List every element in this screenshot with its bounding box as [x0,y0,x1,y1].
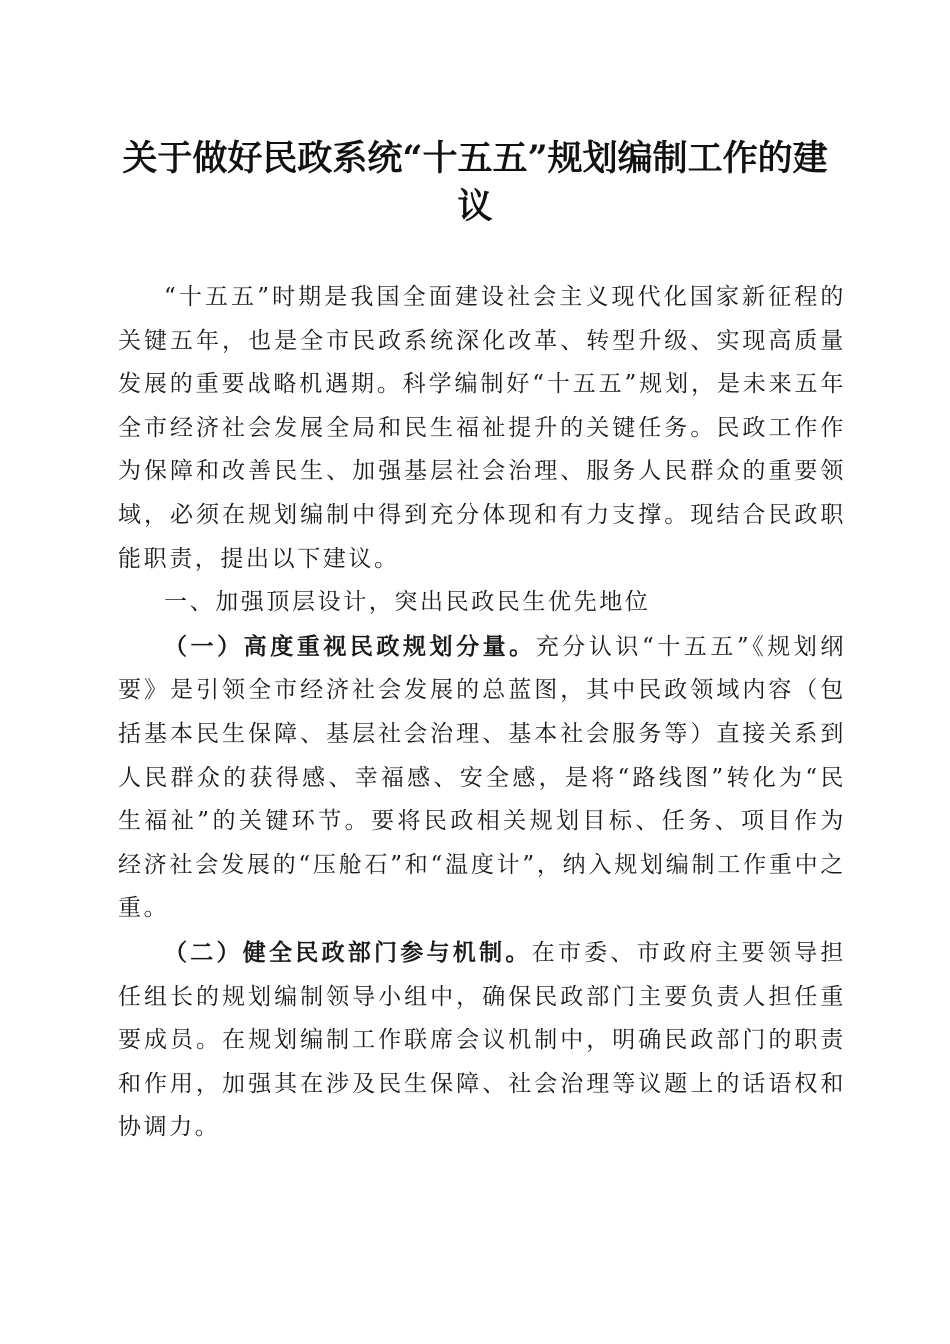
item-lead: （二）健全民政部门参与机制。 [164,938,532,966]
item-text: 充分认识“十五五”《规划纲要》是引领全市经济社会发展的总蓝图，其中民政领域内容（包括基本民生保障、基层社会治理、基本社会服务等）直接关系到人民群众的获得感、幸福感、安全感，是将“路线图”转化为“民生福祉”的关键环节。要将民政相关规划目标、任务、项目作为经济社会发展的“压舱石”和“温度计”，纳入规划编制工作重中之重。 [118,633,846,922]
item-lead: （一）高度重视民政规划分量。 [164,632,536,660]
item-paragraph-1 [118,625,846,931]
section-heading: 一、加强顶层设计，突出民政民生优先地位 [164,589,651,616]
intro-paragraph: “十五五”时期是我国全面建设社会主义现代化国家新征程的关键五年，也是全市民政系统深化改革、转型升级、实现高质量发展的重要战略机遇期。科学编制好“十五五”规划，是未来五年全市经济社会发展全局和民生福祉提升的关键任务。民政工作作为保障和改善民生、加强基层社会治理、服务人民群众的重要领域，必须在规划编制中得到充分体现和有力支撑。现结合民政职能职责，提出以下建议。 [118,284,846,572]
item-paragraph-2 [118,931,846,1150]
document-title: 关于做好民政系统“十五五”规划编制工作的建议 [122,138,828,227]
item-text: 在市委、市政府主要领导担任组长的规划编制领导小组中，确保民政部门主要负责人担任重要成员。在规划编制工作联席会议机制中，明确民政部门的职责和作用，加强其在涉及民生保障、社会治理等议题上的话语权和协调力。 [118,939,847,1141]
document-body [118,276,846,1150]
